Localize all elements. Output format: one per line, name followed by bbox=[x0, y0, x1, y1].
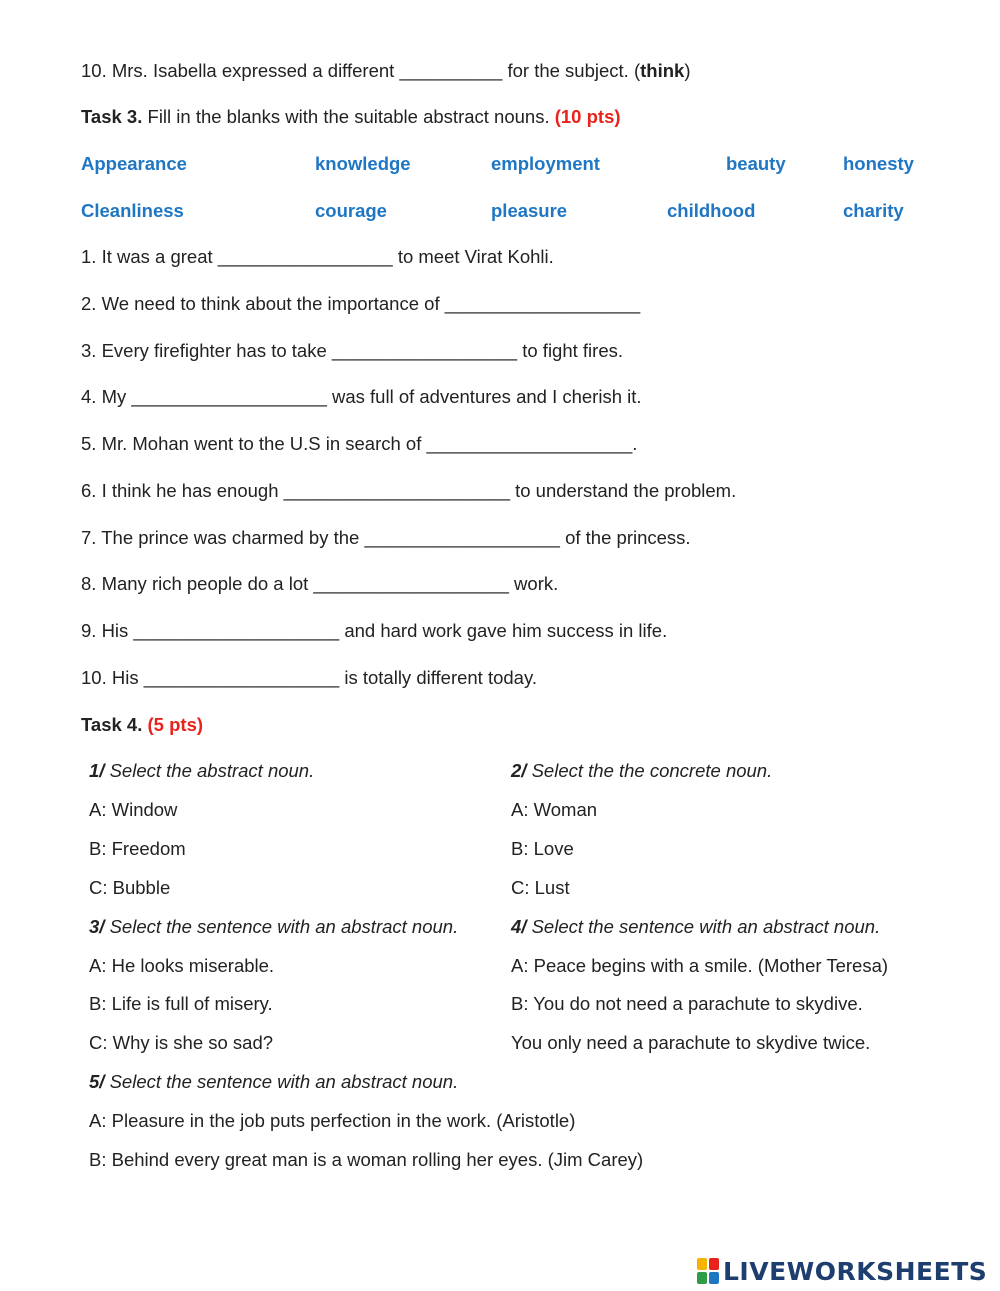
q3-option-a[interactable]: A: He looks miserable. bbox=[89, 955, 275, 976]
word-bank-item: employment bbox=[491, 153, 600, 174]
word-bank-item: honesty bbox=[843, 153, 914, 174]
liveworksheets-logo-icon bbox=[697, 1258, 719, 1284]
task3-sentence[interactable]: 7. The prince was charmed by the ___________________ of the princess. bbox=[81, 527, 691, 548]
q1-prompt: 1/ Select the abstract noun. bbox=[89, 760, 315, 781]
q2-option-a[interactable]: A: Woman bbox=[511, 799, 598, 820]
q2-option-c[interactable]: C: Lust bbox=[511, 877, 570, 898]
q5-option-a[interactable]: A: Pleasure in the job puts perfection in the work. (Aristotle) bbox=[89, 1110, 576, 1131]
q3-option-b[interactable]: B: Life is full of misery. bbox=[89, 993, 273, 1014]
q1-option-a[interactable]: A: Window bbox=[89, 799, 178, 820]
task4-heading: Task 4. (5 pts) bbox=[81, 714, 204, 735]
task3-sentence[interactable]: 8. Many rich people do a lot ___________________ work. bbox=[81, 573, 559, 594]
logo-text: LIVEWORKSHEETS bbox=[723, 1256, 988, 1286]
task3-sentence[interactable]: 2. We need to think about the importance of ___________________ bbox=[81, 293, 641, 314]
q4-option-a[interactable]: A: Peace begins with a smile. (Mother Teresa) bbox=[511, 955, 889, 976]
task3-sentence[interactable]: 3. Every firefighter has to take __________________ to fight fires. bbox=[81, 340, 624, 361]
task3-heading: Task 3. Fill in the blanks with the suitable abstract nouns. (10 pts) bbox=[81, 106, 621, 127]
word-bank-item: courage bbox=[315, 200, 387, 221]
q4-option-b[interactable]: B: You do not need a parachute to skydive. bbox=[511, 993, 863, 1014]
word-bank-item: childhood bbox=[667, 200, 756, 221]
liveworksheets-logo bbox=[697, 1256, 987, 1286]
q3-prompt: 3/ Select the sentence with an abstract noun. bbox=[89, 916, 459, 937]
task3-points: (10 pts) bbox=[554, 106, 621, 127]
q4-option-b-continued: You only need a parachute to skydive twice. bbox=[511, 1032, 871, 1053]
q2-option-b[interactable]: B: Love bbox=[511, 838, 574, 859]
q5-option-b[interactable]: B: Behind every great man is a woman rolling her eyes. (Jim Carey) bbox=[89, 1149, 644, 1170]
task3-sentence[interactable]: 6. I think he has enough ______________________ to understand the problem. bbox=[81, 480, 737, 501]
task3-sentence[interactable]: 4. My ___________________ was full of adventures and I cherish it. bbox=[81, 386, 642, 407]
task3-sentence[interactable]: 1. It was a great _________________ to meet Virat Kohli. bbox=[81, 246, 554, 267]
word-bank-item: charity bbox=[843, 200, 904, 221]
word-bank-item: Cleanliness bbox=[81, 200, 184, 221]
word-bank-item: Appearance bbox=[81, 153, 187, 174]
task3-sentence[interactable]: 9. His ____________________ and hard work gave him success in life. bbox=[81, 620, 668, 641]
q5-prompt: 5/ Select the sentence with an abstract noun. bbox=[89, 1071, 459, 1092]
q4-prompt: 4/ Select the sentence with an abstract noun. bbox=[511, 916, 881, 937]
task3-sentence[interactable]: 10. His ___________________ is totally different today. bbox=[81, 667, 537, 688]
task4-points: (5 pts) bbox=[147, 714, 204, 735]
word-bank-item: knowledge bbox=[315, 153, 411, 174]
word-bank-item: beauty bbox=[726, 153, 786, 174]
q2-prompt: 2/ Select the the concrete noun. bbox=[511, 760, 773, 781]
hint-word: think bbox=[640, 60, 685, 81]
q3-option-c[interactable]: C: Why is she so sad? bbox=[89, 1032, 274, 1053]
task2-question-10: 10. Mrs. Isabella expressed a different __________ for the subject. (think) bbox=[81, 60, 691, 81]
word-bank-item: pleasure bbox=[491, 200, 568, 221]
q1-option-b[interactable]: B: Freedom bbox=[89, 838, 186, 859]
task3-sentence[interactable]: 5. Mr. Mohan went to the U.S in search of ____________________. bbox=[81, 433, 638, 454]
q1-option-c[interactable]: C: Bubble bbox=[89, 877, 171, 898]
